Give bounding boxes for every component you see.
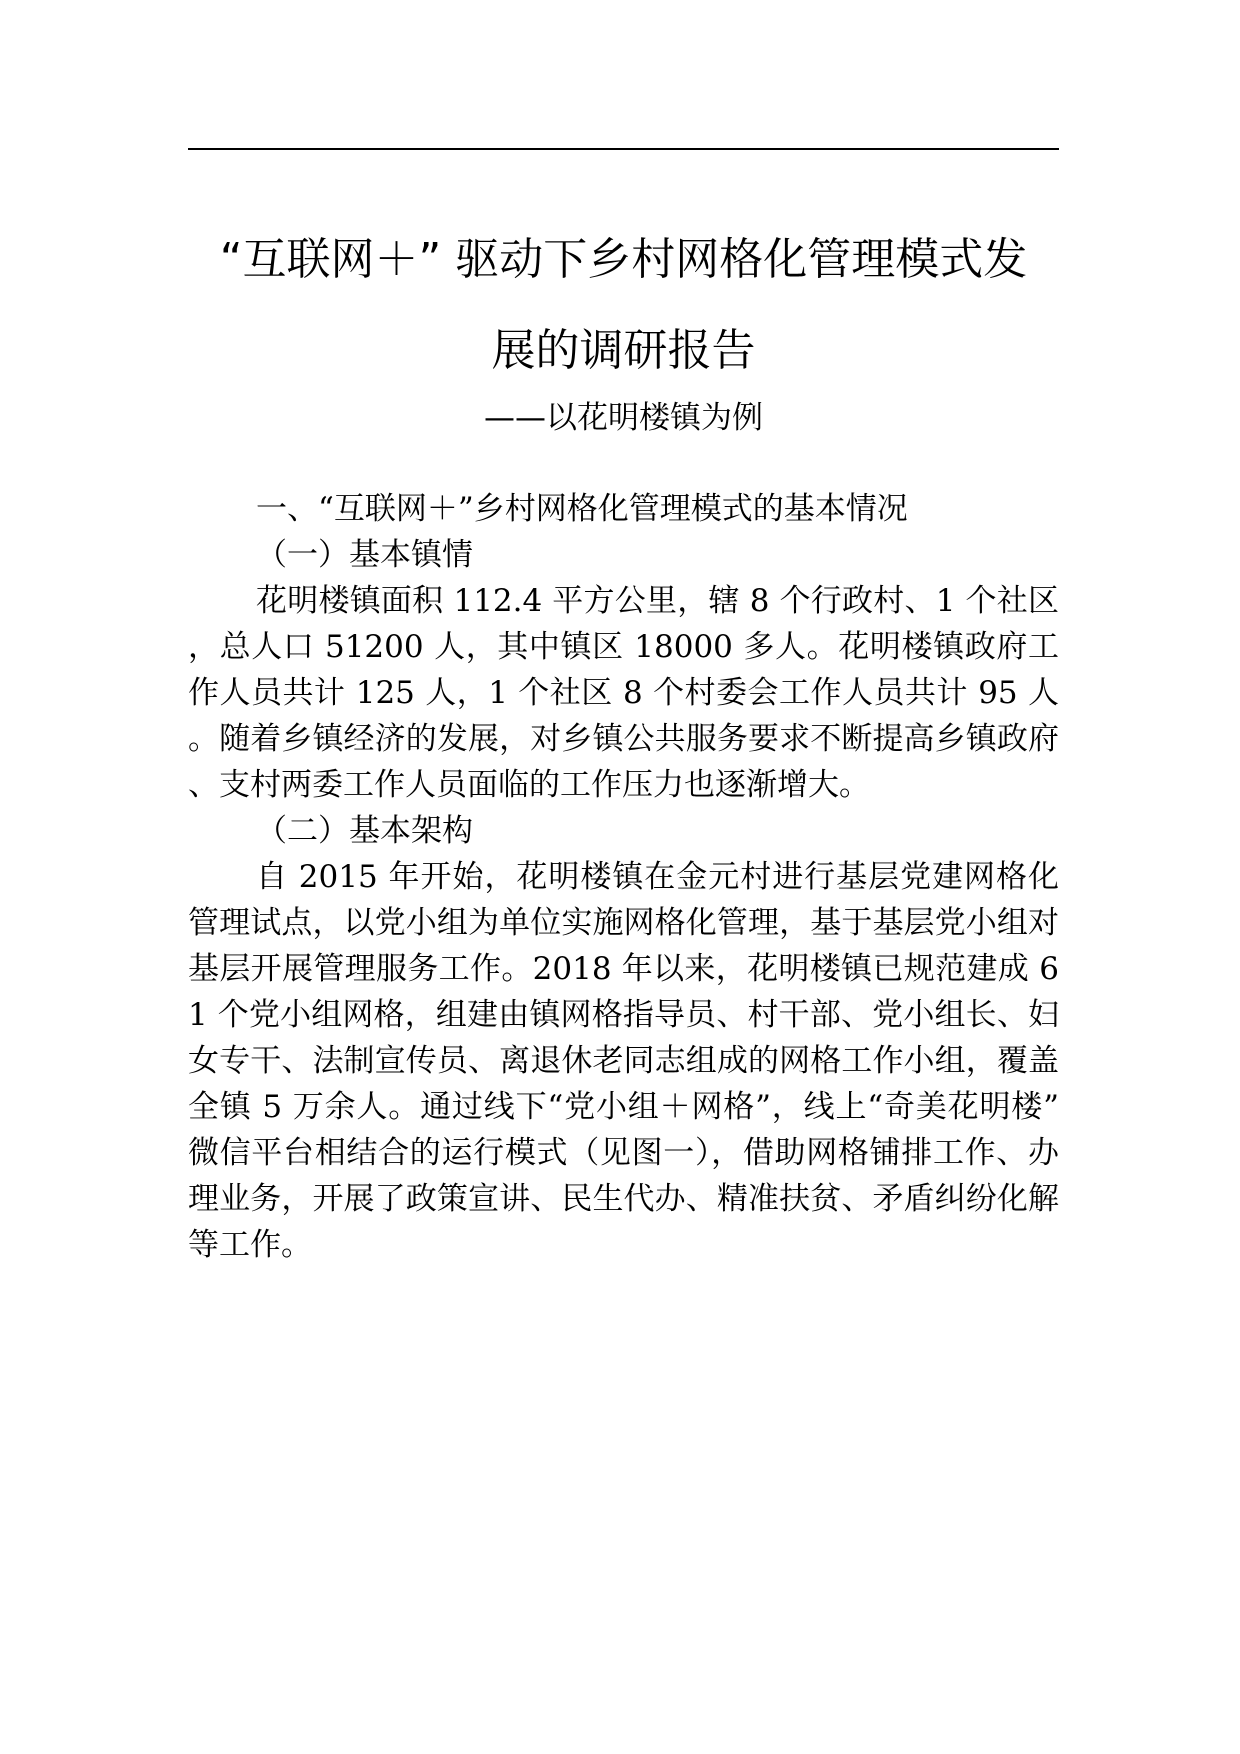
document-body [188, 486, 1059, 1268]
document-title-line-2: 展的调研报告 [491, 325, 756, 376]
paragraph-basic-structure: 自 2015 年开始，花明楼镇在金元村进行基层党建网格化管理试点，以党小组为单位实施网格化管理，基于基层党小组对基层开展管理服务工作。2018 年以来，花明楼镇已规范建成 61 个党小组网格，组建由镇网格指导员、村干部、党小组长、妇女专干、法制宣传员、离退休老同志组成的网格工作小组，覆盖全镇 5 万余人。通过线下“党小组＋网格”，线上“奇美花明楼”微信平台相结合的运行模式（见图一），借助网格铺排工作、办理业务，开展了政策宣讲、民生代办、精准扶贫、矛盾纠纷化解等工作。 [188, 859, 1059, 1263]
paragraph-basic-town-info: 花明楼镇面积 112.4 平方公里，辖 8 个行政村、1 个社区，总人口 51200 人，其中镇区 18000 多人。花明楼镇政府工作人员共计 125 人，1 个社区 8 个村委会工作人员共计 95 人。随着乡镇经济的发展，对乡镇公共服务要求不断提高乡镇政府、支村两委工作人员面临的工作压力也逐渐增大。 [188, 583, 1059, 803]
subsection-heading-1: （一）基本镇情 [256, 537, 473, 573]
header-rule [188, 148, 1059, 150]
document-subtitle: ——以花明楼镇为例 [484, 400, 763, 436]
document-title-line-1: “互联网＋” 驱动下乡村网格化管理模式发 [219, 234, 1028, 285]
subsection-heading-2: （二）基本架构 [256, 813, 473, 849]
section-heading-1: 一、“互联网＋”乡村网格化管理模式的基本情况 [256, 491, 908, 527]
